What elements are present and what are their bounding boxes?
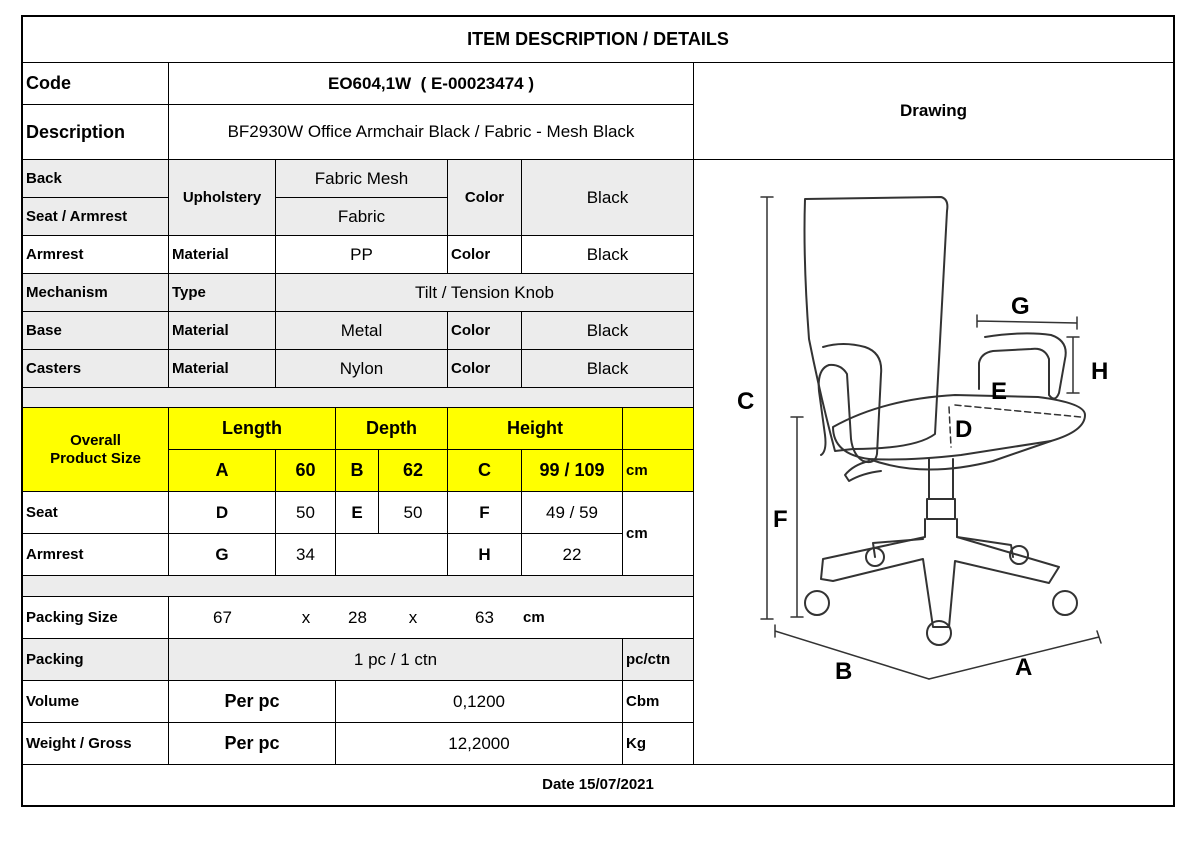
casters-color-label: Color: [447, 349, 522, 388]
casters-label: Casters: [22, 349, 169, 388]
size-c-value: 99 / 109: [521, 449, 623, 492]
spacer-row-2: [22, 575, 694, 597]
volume-per-pc: Per pc: [168, 680, 336, 723]
description-value: BF2930W Office Armchair Black / Fabric - Mesh Black: [168, 104, 694, 160]
backrest-outline: [805, 197, 948, 451]
volume-value: 0,1200: [335, 680, 623, 723]
caster-front-left: [805, 591, 829, 615]
packing-length: 67: [213, 607, 232, 627]
size-b-value: 62: [378, 449, 448, 492]
size-b-letter: B: [335, 449, 379, 492]
volume-label: Volume: [22, 680, 169, 723]
size-h-value: 22: [521, 533, 623, 576]
packing-size-label: Packing Size: [22, 596, 169, 639]
seat-armrest-label: Seat / Armrest: [22, 197, 169, 236]
size-g-value: 34: [275, 533, 336, 576]
weight-label: Weight / Gross: [22, 722, 169, 765]
armrest-color-label: Color: [447, 235, 522, 274]
packing-value: 1 pc / 1 ctn: [168, 638, 623, 681]
packing-height: 63: [475, 607, 494, 627]
size-c-letter: C: [447, 449, 522, 492]
size-d-letter: D: [168, 491, 276, 534]
back-label: Back: [22, 159, 169, 198]
base-color: Black: [521, 311, 694, 350]
dim-d-line: [949, 407, 951, 447]
date-footer: Date 15/07/2021: [22, 764, 1174, 806]
left-armrest: [819, 344, 881, 462]
dim-c-line: [761, 197, 773, 619]
armrest-color: Black: [521, 235, 694, 274]
dim-h-line: [1067, 337, 1079, 393]
casters-color: Black: [521, 349, 694, 388]
size-f-letter: F: [447, 491, 522, 534]
base-star: [821, 519, 1059, 627]
packing-label: Packing: [22, 638, 169, 681]
packing-unit: pc/ctn: [622, 638, 694, 681]
drawing-letter-a: A: [1015, 654, 1033, 681]
seat-label: Seat: [22, 491, 169, 534]
drawing-letter-f: F: [773, 506, 788, 533]
armrest-size-label: Armrest: [22, 533, 169, 576]
caster-front-right: [1053, 591, 1077, 615]
size-f-value: 49 / 59: [521, 491, 623, 534]
code-label: Code: [22, 62, 169, 105]
size-unit: cm: [622, 449, 694, 492]
drawing-letter-b: B: [835, 658, 853, 685]
packing-x-1: x: [301, 607, 311, 627]
upholstery-label: Upholstery: [168, 159, 276, 236]
mechanism-type-label: Type: [168, 273, 276, 312]
dim-e-line: [955, 405, 1081, 417]
size-e-value: 50: [378, 491, 448, 534]
size-header-blank: [622, 407, 694, 450]
base-material-label: Material: [168, 311, 276, 350]
seat-armrest-unit: cm: [622, 491, 694, 576]
weight-unit: Kg: [622, 722, 694, 765]
drawing-letter-d: D: [955, 416, 973, 443]
weight-per-pc: Per pc: [168, 722, 336, 765]
size-a-letter: A: [168, 449, 276, 492]
armrest-label: Armrest: [22, 235, 169, 274]
size-e-letter: E: [335, 491, 379, 534]
armrest-material-label: Material: [168, 235, 276, 274]
mechanism-label: Mechanism: [22, 273, 169, 312]
back-material: Fabric Mesh: [275, 159, 448, 198]
overall-size-label: Overall Product Size: [22, 407, 169, 492]
height-header: Height: [447, 407, 623, 450]
length-header: Length: [168, 407, 336, 450]
drawing-letter-e: E: [991, 378, 1008, 405]
size-g-letter: G: [168, 533, 276, 576]
code-value: EO604,1W ( E-00023474 ): [168, 62, 694, 105]
upholstery-color: Black: [521, 159, 694, 236]
volume-unit: Cbm: [622, 680, 694, 723]
sheet-title: ITEM DESCRIPTION / DETAILS: [22, 16, 1174, 63]
size-a-value: 60: [275, 449, 336, 492]
upholstery-color-label: Color: [447, 159, 522, 236]
chair-drawing: [693, 159, 1174, 765]
spacer-row: [22, 387, 694, 408]
packing-width: 28: [348, 607, 367, 627]
drawing-letter-g: G: [1011, 293, 1030, 320]
base-material: Metal: [275, 311, 448, 350]
casters-material: Nylon: [275, 349, 448, 388]
packing-x-2: x: [408, 607, 418, 627]
seat-material: Fabric: [275, 197, 448, 236]
dim-f-line: [791, 417, 803, 617]
packing-size-unit: cm: [523, 608, 545, 626]
drawing-letter-c: C: [737, 388, 755, 415]
size-h-letter: H: [447, 533, 522, 576]
mechanism-lever: [845, 461, 881, 481]
size-d-value: 50: [275, 491, 336, 534]
mechanism-type: Tilt / Tension Knob: [275, 273, 694, 312]
base-color-label: Color: [447, 311, 522, 350]
armrest-material: PP: [275, 235, 448, 274]
depth-header: Depth: [335, 407, 448, 450]
weight-value: 12,2000: [335, 722, 623, 765]
armrest-size-blank: [335, 533, 448, 576]
description-label: Description: [22, 104, 169, 160]
drawing-label: Drawing: [693, 62, 1174, 160]
caster-front: [927, 621, 951, 645]
drawing-letter-h: H: [1091, 358, 1109, 385]
base-label: Base: [22, 311, 169, 350]
casters-material-label: Material: [168, 349, 276, 388]
